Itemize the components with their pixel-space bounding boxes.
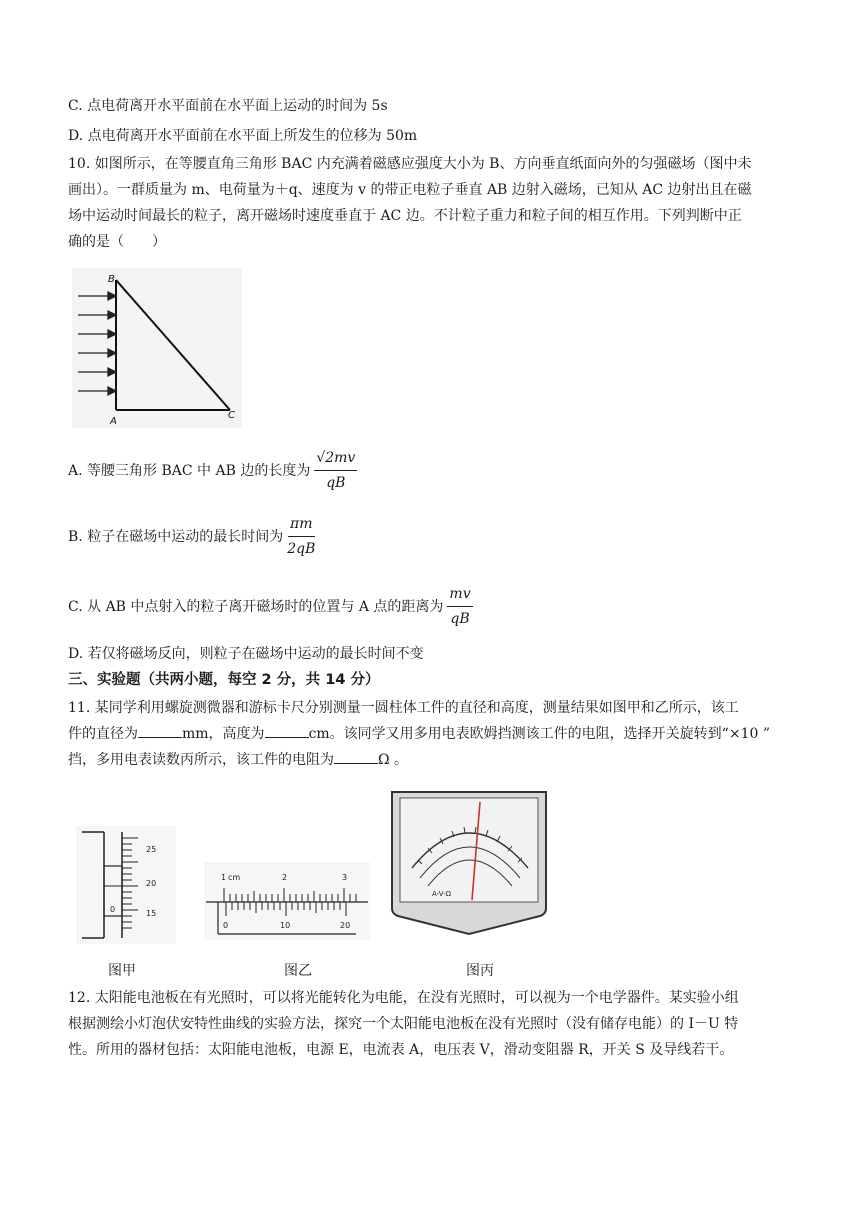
q9-option-c: C. 点电荷离开水平面前在水平面上运动的时间为 5s (68, 98, 388, 114)
q10-stem-line-4: 确的是（ ） (68, 234, 166, 250)
answer-blank-diameter (138, 737, 182, 738)
q9-option-d: D. 点电荷离开水平面前在水平面上所发生的位移为 50m (68, 128, 418, 144)
q12-line-2: 根据测绘小灯泡伏安特性曲线的实验方法，探究一个太阳能电池板在没有光照时（没有储存电能）的 I－U 特 (68, 1016, 739, 1032)
micrometer-tick-15: 15 (146, 909, 157, 918)
micrometer-figure (76, 826, 176, 944)
q10-option-c-fraction (447, 584, 472, 629)
q10-option-d: D. 若仅将磁场反向，则粒子在磁场中运动的最长时间不变 (68, 646, 424, 662)
figure-caption-bing: 图丙 (466, 963, 494, 979)
caliper-vernier-10: 10 (280, 921, 291, 930)
fraction-numerator: √2mv (314, 448, 357, 471)
caliper-main-3: 3 (342, 873, 348, 882)
q10-stem-line-1: 10. 如图所示，在等腰直角三角形 BAC 内充满着磁感应强度大小为 B、方向垂直纸面向外的匀强磁场（图中未 (68, 156, 752, 172)
caliper-main-1: 1 (221, 873, 227, 882)
caliper-vernier-20: 20 (340, 921, 351, 930)
caliper-unit-label: cm (228, 873, 241, 882)
micrometer-tick-20: 20 (146, 879, 157, 888)
q10-option-a-text: A. 等腰三角形 BAC 中 AB 边的长度为 (68, 462, 311, 479)
fraction-denominator: qB (326, 475, 346, 491)
q10-option-a (68, 448, 357, 493)
section-heading: 三、实验题（共两小题，每空 2 分，共 14 分） (68, 672, 380, 688)
q10-stem-line-2: 画出）。一群质量为 m、电荷量为＋q、速度为 v 的带正电粒子垂直 AB 边射入磁场，已知从 AC 边射出且在磁 (68, 182, 752, 198)
q12-line-3: 性。所用的器材包括：太阳能电池板，电源 E，电流表 A，电压表 V，滑动变阻器 R，开关 S 及导线若干。 (68, 1042, 734, 1058)
q10-option-b-text: B. 粒子在磁场中运动的最长时间为 (68, 528, 284, 545)
q10-option-a-fraction (314, 448, 357, 493)
q11-line-3 (68, 750, 408, 770)
vertex-label-c: C (228, 410, 235, 421)
fraction-denominator: 2qB (287, 541, 316, 557)
caliper-main-2: 2 (282, 873, 288, 882)
multimeter-dial-label: A-V-Ω (432, 890, 452, 898)
fraction-denominator: qB (450, 611, 470, 627)
q11-line-2a: 件的直径为 (68, 726, 138, 742)
q10-option-c (68, 584, 473, 629)
micrometer-tick-25: 25 (146, 845, 157, 854)
q11-line-2c: cm。该同学又用多用电表欧姆挡测该工件的电阻，选择开关旋转到“×10 ” (308, 726, 770, 742)
caliper-vernier-0: 0 (223, 921, 229, 930)
multimeter-figure (388, 788, 550, 938)
q11-line-2b: mm，高度为 (182, 726, 265, 742)
fraction-numerator: πm (288, 514, 314, 537)
q10-stem-line-3: 场中运动时间最长的粒子，离开磁场时速度垂直于 AC 边。不计粒子重力和粒子间的相互作用。下列判断中正 (68, 208, 742, 224)
figure-caption-jia: 图甲 (108, 963, 136, 979)
q10-option-c-text: C. 从 AB 中点射入的粒子离开磁场时的位置与 A 点的距离为 (68, 598, 444, 615)
figure-caption-yi: 图乙 (284, 963, 312, 979)
vertex-label-a: A (110, 416, 117, 427)
answer-blank-height (265, 737, 309, 738)
q11-line-3a: 挡，多用电表读数丙所示，该工件的电阻为 (68, 752, 334, 768)
answer-blank-resistance (334, 763, 378, 764)
q11-line-3b: Ω 。 (378, 752, 409, 768)
triangle-magnetic-field-figure (72, 268, 242, 428)
micrometer-sleeve-0: 0 (110, 905, 116, 914)
vernier-caliper-figure (204, 862, 370, 940)
q12-line-1: 12. 太阳能电池板在有光照时，可以将光能转化为电能，在没有光照时，可以视为一个电学器件。某实验小组 (68, 990, 739, 1006)
vertex-label-b: B (108, 274, 115, 285)
q11-line-2 (68, 724, 770, 744)
q10-option-b-fraction (287, 514, 315, 559)
q10-option-b (68, 514, 315, 559)
fraction-numerator: mv (447, 584, 472, 607)
q11-line-1: 11. 某同学利用螺旋测微器和游标卡尺分别测量一圆柱体工件的直径和高度，测量结果如图甲和乙所示，该工 (68, 700, 739, 716)
